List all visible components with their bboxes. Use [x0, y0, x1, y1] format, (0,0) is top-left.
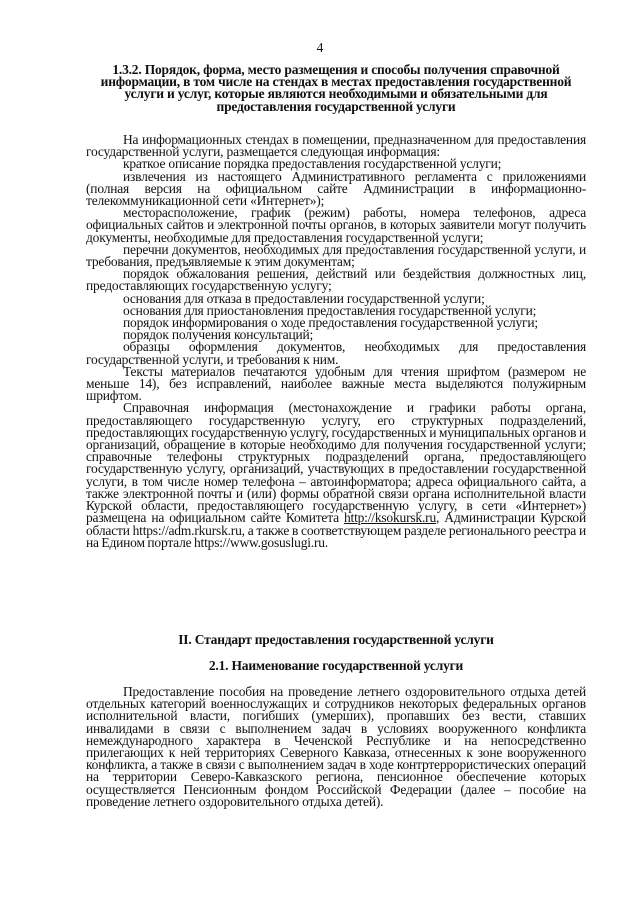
- page-number: 4: [316, 40, 324, 55]
- list-item-refusal: основания для отказа в предоставлении государственной услуги;: [123, 290, 485, 306]
- section-2-1-body: [86, 686, 586, 808]
- section-1-3-2-heading: 1.3.2. Порядок, форма, место размещения и способы получения справочной информации, в том числе на стендах в местах предоставления государственной услуги и услуг, которые являются необходимыми и обязательными для предоставления государственной услуги: [100, 62, 572, 114]
- section-2-heading: II. Стандарт предоставления государственной услуги: [178, 632, 494, 647]
- list-item-consultations: порядок получения консультаций;: [123, 327, 314, 343]
- list-item-appeal: порядок обжалования решения, действий или бездействия должностных лиц, предоставляющих государственную услугу;: [86, 266, 586, 294]
- paragraph-reference-info: [86, 402, 586, 548]
- section-1-3-2-body: [86, 134, 586, 549]
- reference-text-before: Справочная информация (местонахождение и графики работы органа, предоставляющего государственную услугу, его структурных подразделений, предоставляющих государственную услугу, государственных и муниципальных органов и организаций, обращение в которые необходимо для получения государственной услуги; справочные телефоны структурных подразделений органа, предоставляющего государственную услугу, организаций, участвующих в предоставлении государственной услуги, в том числе номер телефона – автоинформатора; адреса официального сайта, а также электронной почты и (или) формы обратной связи органа исполнительной власти Курской области, предоставляющего государственную услугу, в сети «Интернет») размещена на официальном сайте Комитета: [86, 400, 586, 526]
- list-item-description: краткое описание порядка предоставления государственной услуги;: [123, 156, 502, 172]
- section-2-1-heading: 2.1. Наименование государственной услуги: [208, 658, 464, 673]
- committee-website-link[interactable]: http://ksokursk.ru: [343, 510, 436, 526]
- reference-text-after: , Администрации Курской области https://adm.rkursk.ru, а также в соответствующем разделе регионального реестра и на Едином портале https://www.gosuslugi.ru.: [86, 510, 587, 550]
- list-item-extracts: извлечения из настоящего Административного регламента с приложениями (полная версия на официальном сайте Администрации в информационно-телекоммуникационной сети «Интернет»);: [86, 168, 586, 209]
- list-item-location: месторасположение, график (режим) работы, номера телефонов, адреса официальных сайтов и электронной почты органов, в которых заявители могут получить документы, необходимые для предоставления государственной услуги;: [86, 205, 586, 245]
- list-item-suspension: основания для приостановления предоставления государственной услуги;: [123, 302, 537, 318]
- list-item-samples: образцы оформления документов, необходимых для предоставления государственной услуги, и требования к ним.: [86, 339, 586, 367]
- list-item-documents: перечни документов, необходимых для предоставления государственной услуги, и требования, предъявляемые к этим документам;: [86, 241, 586, 270]
- paragraph-font-requirements: Тексты материалов печатаются удобным для чтения шрифтом (размером не меньше 14), без исправлений, наиболее важные места выделяются полужирным шрифтом.: [86, 363, 586, 404]
- paragraph-service-name: Предоставление пособия на проведение летнего оздоровительного отдыха детей отдельных категорий военнослужащих и сотрудников некоторых федеральных органов исполнительной власти, погибших (умерших), пропавших без вести, ставших инвалидами в связи с выполнением задач в условиях вооруженного конфликта немеждународного характера в Чеченской Республике и на непосредственно прилегающих к ней территориях Северного Кавказа, отнесенных к зоне вооруженного конфликта, а также в связи с выполнением задач в ходе контртеррористических операций на территории Северо-Кавказского региона, пенсионное обеспечение которых осуществляется Пенсионным фондом Российской Федерации (далее – пособие на проведение летнего оздоровительного отдыха детей).: [86, 684, 586, 809]
- list-item-informing: порядок информирования о ходе предоставления государственной услуги;: [123, 315, 538, 331]
- paragraph-intro: На информационных стендах в помещении, предназначенном для предоставления государственной услуги, размещается следующая информация:: [86, 132, 586, 160]
